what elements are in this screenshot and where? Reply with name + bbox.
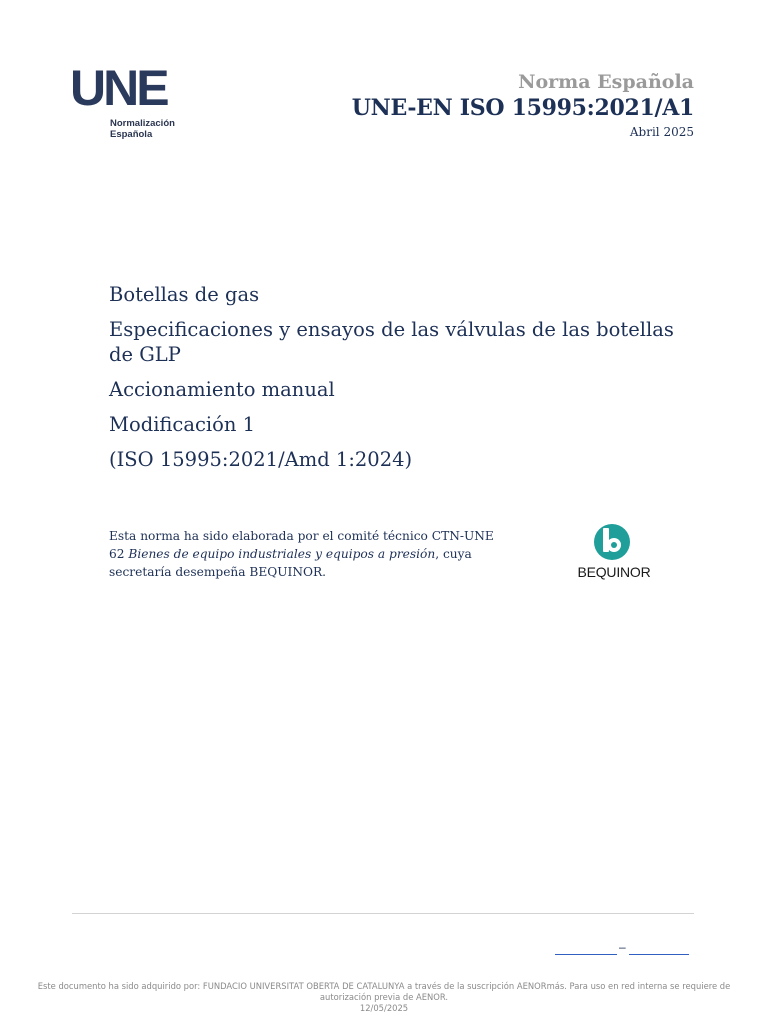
footer-divider [72,913,694,914]
disclaimer-line2: autorización previa de AENOR. [319,992,449,1002]
committee-text-before: Esta norma ha sido elaborada por el comité técnico CTN-UNE 62 [109,529,494,561]
une-logo-mark [70,66,180,110]
disclaimer-date: 12/05/2025 [359,1003,409,1013]
title-line: Modificación 1 [109,413,256,436]
title-line: Botellas de gas [109,283,260,306]
bequinor-logo-text: BEQUINOR [577,564,651,580]
footer-links [555,940,695,956]
footer-link-left[interactable] [555,954,617,955]
une-logo [70,66,190,146]
title-line: Especificaciones y ensayos de las válvulas de las botellas de GLP [109,318,674,366]
norma-label: Norma Española [518,71,694,93]
disclaimer-line1: Este documento ha sido adquirido por: FUNDACIO UNIVERSITAT OBERTA DE CATALUNYA a través de la suscripción AENORmás. Para uso en red interna se requiere de [37,981,731,991]
footer-dash: – [619,940,626,954]
norma-code: UNE-EN ISO 15995:2021/A1 [351,95,694,121]
une-tagline-line1: Normalización [110,118,175,129]
norma-date: Abril 2025 [629,125,694,139]
bequinor-logo [566,522,662,584]
une-logo-tagline [110,118,175,140]
une-logo-text: UNE [70,66,167,110]
committee-text-after: , cuya secretaría desempeña BEQUINOR. [109,547,472,579]
norma-header [352,70,694,139]
title-line: (ISO 15995:2021/Amd 1:2024) [109,448,413,471]
footer-link-right[interactable] [629,954,689,955]
footer-disclaimer [20,981,748,1014]
committee-statement [109,527,494,581]
document-titles [109,282,689,482]
committee-name: Bienes de equipo industriales y equipos a presión [128,547,436,561]
bequinor-mark-icon [566,522,662,564]
title-line: Accionamiento manual [109,378,335,401]
une-tagline-line2: Española [110,129,153,140]
